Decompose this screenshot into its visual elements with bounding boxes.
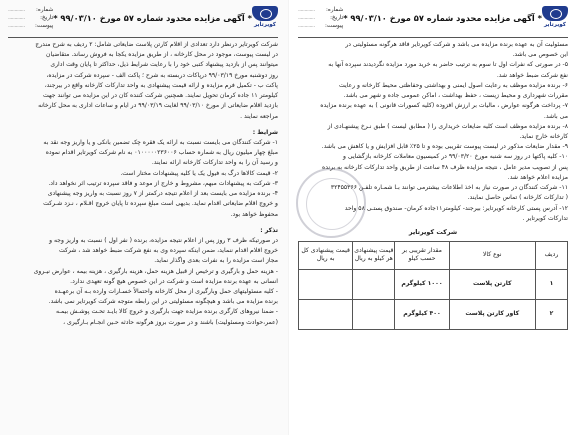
right-line: ۵- در صورتی که نفرات اول تا سوم به ترتیب حاضر به خرید مورد مزایده نگردیدند سپرده آنها به — [328, 61, 568, 69]
note-line: - هزینه حمل و بارگیری و ترخیص از قبیل هزینه حمل، هزینه بارگیری ، هزینه بیمه ، عوارض نیـروی — [33, 267, 278, 275]
right-line: ۷- پرداخت هرگونه عوارض ، مالیات بر ارزش افزوده (کلیه کسورات قانونی ) به عهده برنده مزایده — [320, 102, 568, 110]
right-line: ۸- برنده مزایده موظف است کلیه ضایعات خریداری را ( مطابق لیست ) طبق نـرخ پیشنهـادی از — [327, 122, 568, 130]
condition-line: مبلغ چهار میلیون ریال به شماره حساب ۰۱۰۰۰۰۰۲۳۶۰۰۶ به نام شرکت کویرتایر اقدام نموده — [45, 149, 278, 157]
header-divider — [298, 37, 568, 38]
note-line: - کلیه مسئولیتهای حمل وبارگیری از محل کارخانه واحتمالاً خسـارات وارده بـه آن برعهـده — [54, 288, 278, 296]
company-signature: شرکت کویرتایر — [408, 227, 458, 236]
condition-line: ۴- برنده مزایده می بایست بعد از اعلام نتیجه درکمتر از ۷ روز نسبت به واریز وجه پیشنهادی — [47, 190, 278, 198]
right-line: ۱۲- آدرس پستی کارخانه کویرتایر: بیرجند- کیلومتر۱۱جاده کرمان- صندوق پستـی ۵۸ واحد — [344, 204, 568, 212]
right-line: ( تدارکات کارخانه ) تماس حاصل نمایند. — [467, 194, 568, 202]
note-line: برنده مزایده می باشد و هیچگونه مسئولیتی در این رابطه متوجه شرکت کویرتایر نمی باشد. — [48, 298, 278, 306]
logo-name: کویرتایر — [253, 22, 277, 28]
note-line: خروج اقلام اقدام ننماید، ضمن اینکه سپرده وی به نفع شرکت ضبط خواهد شد ، شرکت — [58, 247, 278, 255]
kavir-tire-logo-icon — [252, 6, 278, 21]
condition-line: ۲- قیمت کالاها درگ به فیول یک یا کلیه پیشنهادات مختار است. — [120, 169, 278, 177]
cell-total — [299, 269, 353, 299]
condition-line: ۳- شرکت به پیشنهادات مبهم، مشروط و خارج از موعد و فاقد سپرده ترتیب اثر نخواهد داد. — [48, 179, 278, 187]
right-line: تدارکات کویرتایر . — [522, 214, 568, 222]
date-label: تاریخ: — [330, 15, 344, 22]
conditions-section — [8, 139, 278, 219]
col-total: قیمت پیشنهادی کل به ریال — [299, 241, 353, 269]
intro-line: در لیست پیوست، موجود در محل کارخانه ، از طریق مزایده یکجا به فروش رساند. متقاضیان — [46, 51, 278, 59]
note-line: (عمر،حوادث ومسئولیت) باشند و در صورت بروز هرگونه حادثه حـین انجـام بـارگیری ، — [63, 318, 278, 326]
right-line: مقررات شهرداری و محیط زیست ، حفظ بهداشت ، اماکن عمومی جاده و شهر می باشد. — [343, 92, 568, 100]
right-line: مزایده اعلام خواهد شد. — [507, 173, 568, 181]
notice-title: * آگهی مزایده محدود شماره ۵۷ مورخ ۹۹/۰۳/۱۰ * — [343, 13, 542, 23]
watermark-seal-icon — [296, 168, 366, 238]
conditions-title: شرایط : — [252, 128, 278, 136]
company-logo — [542, 6, 568, 29]
header-divider — [8, 37, 278, 38]
right-line: نفع شرکت ضبط خواهد شد. — [496, 71, 568, 79]
letter-meta: شماره: ............. تاریخ: ............. پیوست: ............. — [298, 7, 344, 30]
cell-price — [353, 269, 395, 299]
condition-line: ۱- شرکت کنندگان می بایست نسبت به ارائه یک فقره چک تضمین بانکی و یا واریز وجه نقد به — [43, 138, 278, 146]
cell-qty: ۱۰۰۰ کیلوگرم — [395, 269, 449, 299]
cell-row: ۲ — [535, 299, 567, 329]
kavir-tire-logo-icon — [542, 6, 568, 21]
intro-line: بازدید اقلام ضایعاتی از مورخ ۹۹/۰۳/۱۰ لغایت ۹۹/۰۳/۱۹ در ایام و ساعات اداری به محل کارخانه — [38, 102, 278, 110]
table-row — [299, 299, 568, 329]
attachment-label: پیوست: — [34, 23, 54, 30]
number-label: شماره: — [326, 7, 344, 13]
note-line: انسانی به عهده برنده مزایده است و شرکت در این خصوص هیچ گونه تعهدی ندارد. — [70, 277, 278, 285]
note-line: مجاز است مزایده را به نفرات بعدی واگذار نماید. — [154, 257, 278, 265]
cell-qty: ۴۰۰ کیلوگرم — [395, 299, 449, 329]
right-line: پس از تصویب مدیر عامل ، نتیجه مزایده ظرف ۴۸ ساعت از طریق واحد تدارکات کارخانه به برنده — [322, 163, 568, 171]
right-line: کارخانه خارج نماید. — [519, 132, 568, 140]
right-line: ۱۱- شرکت کنندگان در صورت نیاز به اخذ اطلاعات بیشترمی توانند بـا شمـاره تلفـن ۳۲۴۵۵۳۶۶ — [330, 184, 568, 192]
right-line: ۶- برنده مزایده موظف به رعایت اصول ایمنی و بهداشتی وحفاظتی محیط کارخانه و رعایت — [338, 81, 568, 89]
cell-item: کاور کارتن پلاست — [449, 299, 535, 329]
right-line: ۹- مقدار ضایعات مذکور در لیست پیوست تقریبی بوده و تا ۲۵٪ قابل افزایش و یا کاهش می باشد. — [321, 143, 568, 151]
note-line: - ضمنا نیروهای کارگری برنده مزایده جهت بارگیری و خروج کالا بایـد تحـت پوشـش بیمـه — [55, 308, 278, 316]
table-row — [299, 269, 568, 299]
intro-line: کیلومتر ۱۱ جاده کرمان تحویل نمایند. همچنین شرکت کننده کان در این مزایده می توانند جهت — [42, 92, 278, 100]
intro-line: مراجعه نمایند . — [240, 112, 278, 120]
company-logo — [252, 6, 278, 29]
intro-line: میتوانند پس از بازدید پیشنهاد کتبی خود را با رعایت شرایط ذیل، حداکثر تا پایان وقت اداری — [50, 61, 278, 69]
date-label: تاریخ: — [40, 15, 54, 22]
col-item: نوع کالا — [449, 241, 535, 269]
notes-section — [8, 237, 278, 328]
right-line: می باشد. — [543, 112, 568, 120]
col-price: قیمت پیشنهادی هر کیلو به ریال — [353, 241, 395, 269]
right-line: ۱۰- کلیه پاکتها در روز سه شنبه مورخ ۹۹/۰۳/۲۰ در کمیسیون معاملات کارخانه بازگشایی و — [342, 153, 568, 161]
cell-item: کارتن پلاست — [449, 269, 535, 299]
intro-line: پاکت ب - تکمیل فرم مزایده و ارائه قیمت پیشنهادی به واحد تدارکات کارخانه واقع در بیرجند، — [44, 81, 278, 89]
cell-row: ۱ — [535, 269, 567, 299]
col-row: ردیف — [535, 241, 567, 269]
items-table — [298, 241, 568, 330]
right-line: مسئولیت آن به عهده برنده مزایده می باشد و شرکت کویرتایر فاقد هرگونه مسئولیتی در — [345, 41, 568, 48]
intro-section — [8, 41, 278, 121]
attachment-label: پیوست: — [324, 23, 344, 30]
cell-price — [353, 299, 395, 329]
notes-title: تذکر : — [260, 226, 278, 234]
logo-name: کویرتایر — [543, 22, 567, 28]
intro-line: روز دوشنبه مورخ ۹۹/۰۳/۱۹ درپاکات دربسته به شرح ؛ پاکت الف - سپرده شرکت در مزایده، — [46, 71, 278, 79]
intro-line: شرکت کویرتایر درنظر دارد تعدادی از اقلام کارتن پلاست ضایعاتی شامل: ۲ ردیف به شرح مندرج — [35, 41, 278, 48]
right-header — [298, 6, 568, 36]
right-line: این خصوص می باشد. — [512, 51, 568, 59]
condition-line: و رسید آن را به واحد تدارکات کارخانه ارائه نمایند. — [151, 159, 278, 167]
cell-total — [299, 299, 353, 329]
col-qty: مقدار تقریبی بر حسب کیلو — [395, 241, 449, 269]
left-header — [8, 6, 278, 36]
number-label: شماره: — [36, 7, 54, 13]
note-line: در صورتیکه ظرف ۳ روز پس از اعلام نتیجه مزایده، برنده ( نفر اول ) نسبت به واریز وجه و — [49, 236, 278, 244]
condition-line: محفوظ خواهد بود. — [230, 210, 278, 218]
table-header-row — [299, 241, 568, 269]
notice-title: * آگهی مزایده محدود شماره ۵۷ مورخ ۹۹/۰۳/۱۰ * — [53, 13, 252, 23]
letter-meta: شماره: ............. تاریخ: ............. پیوست: ............. — [8, 7, 54, 30]
condition-line: و خروج اقلام ضایعاتی اقدام نماید. بدیهی است مبلغ سپرده تا پایان خروج اقـلام ، نـزد شـرکت — [43, 200, 278, 208]
